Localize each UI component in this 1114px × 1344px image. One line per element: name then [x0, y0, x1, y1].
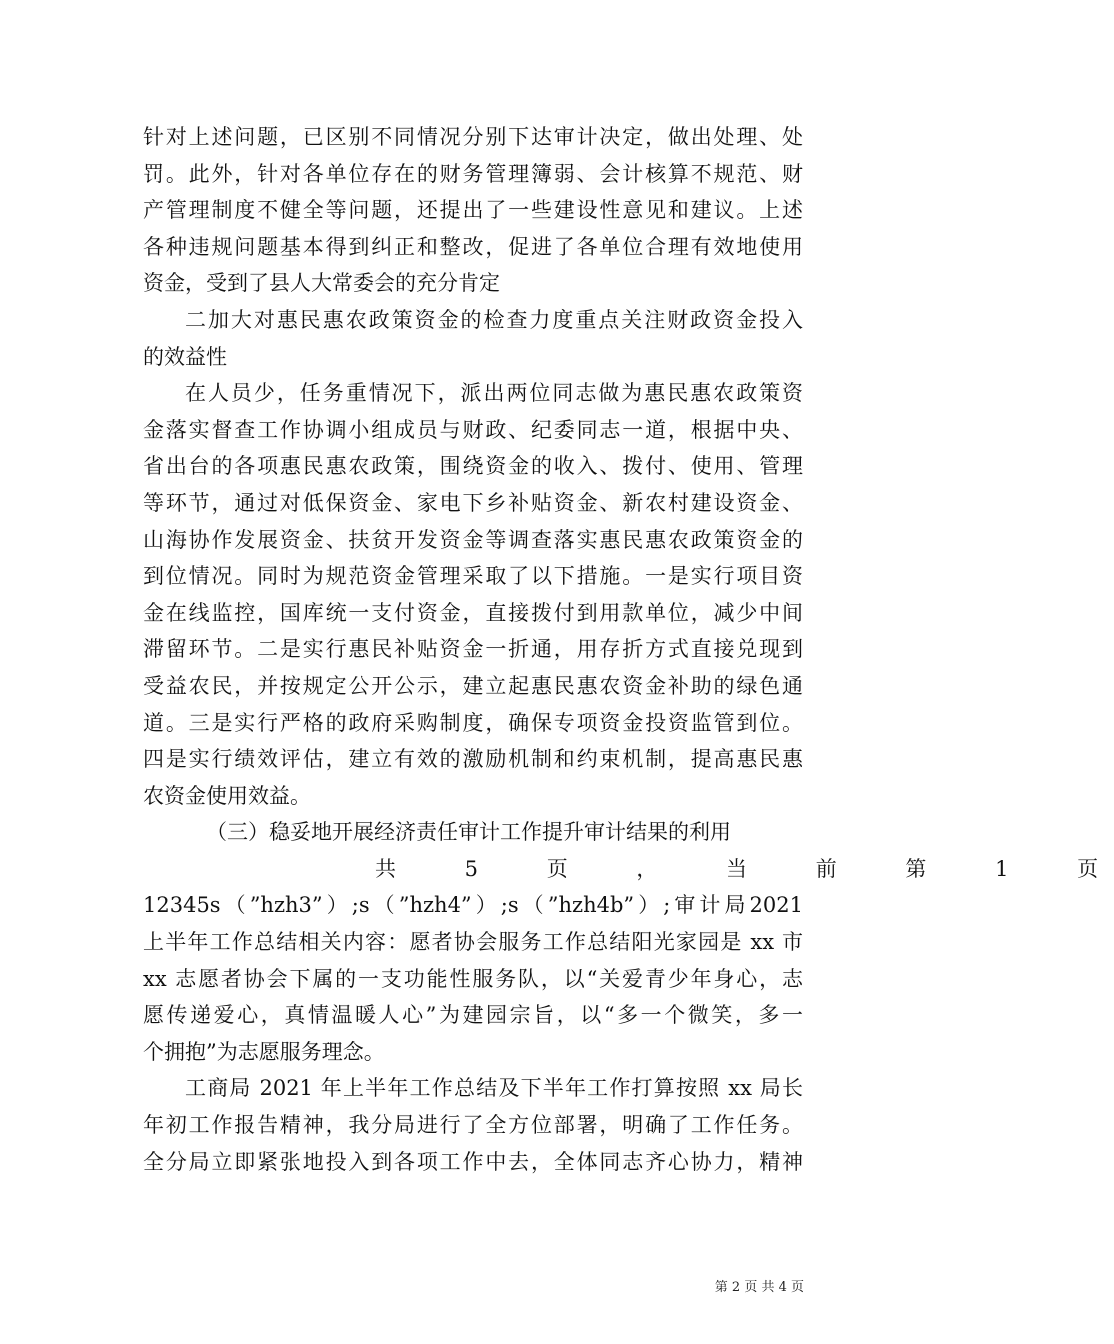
text-line: 金在线监控，国库统一支付资金，直接拨付到用款单位，减少中间: [143, 600, 803, 625]
text-line: 工商局 2021 年上半年工作总结及下半年工作打算按照 xx 局长: [185, 1076, 803, 1101]
text-line: 受益农民，并按规定公开公示，建立起惠民惠农资金补助的绿色通: [143, 673, 803, 698]
page-footer: 第 2 页 共 4 页: [714, 1280, 804, 1295]
text-line: 农资金使用效益。: [143, 783, 311, 808]
text-line: 到位情况。同时为规范资金管理采取了以下措施。一是实行项目资: [143, 564, 803, 589]
text-line: 上半年工作总结相关内容：愿者协会服务工作总结阳光家园是 xx 市: [143, 930, 803, 955]
text-line: 在人员少，任务重情况下，派出两位同志做为惠民惠农政策资: [185, 381, 803, 406]
text-line: 道。三是实行严格的政府采购制度，确保专项资金投资监管到位。: [143, 710, 803, 735]
text-line: 等环节，通过对低保资金、家电下乡补贴资金、新农村建设资金、: [143, 490, 803, 515]
text-line: 的效益性: [143, 344, 227, 369]
text-line: 产管理制度不健全等问题，还提出了一些建设性意见和建议。上述: [143, 198, 803, 223]
text-line: 资金，受到了县人大常委会的充分肯定: [143, 271, 500, 296]
page-count-line: 共 5 页 ， 当 前 第 1 页: [375, 856, 1114, 881]
text-line: 金落实督查工作协调小组成员与财政、纪委同志一道，根据中央、: [143, 417, 803, 442]
text-line: 年初工作报告精神，我分局进行了全方位部署，明确了工作任务。: [143, 1113, 803, 1138]
text-line: 个拥抱”为志愿服务理念。: [143, 1039, 385, 1064]
text-line: 滞留环节。二是实行惠民补贴资金一折通，用存折方式直接兑现到: [143, 637, 803, 662]
text-line: 二加大对惠民惠农政策资金的检查力度重点关注财政资金投入: [185, 307, 803, 332]
text-line: 全分局立即紧张地投入到各项工作中去，全体同志齐心协力，精神: [143, 1149, 803, 1174]
document-body: [143, 119, 1114, 1180]
text-line: xx 志愿者协会下属的一支功能性服务队，以“关爱青少年身心，志: [143, 966, 803, 991]
section-heading: （三）稳妥地开展经济责任审计工作提升审计结果的利用: [206, 820, 731, 845]
text-line: 各种违规问题基本得到纠正和整改，促进了各单位合理有效地使用: [143, 234, 803, 259]
text-line: 愿传递爱心，真情温暖人心”为建园宗旨，以“多一个微笑，多一: [143, 1003, 803, 1028]
text-line: 针对上述问题，已区别不同情况分别下达审计决定，做出处理、处: [143, 125, 803, 149]
text-line: 12345s（”hzh3”）;s（”hzh4”）;s（”hzh4b”）;审计局2021: [143, 893, 803, 918]
text-line: 省出台的各项惠民惠农政策，围绕资金的收入、拨付、使用、管理: [143, 454, 803, 479]
text-line: 四是实行绩效评估，建立有效的激励机制和约束机制，提高惠民惠: [143, 747, 803, 772]
text-line: 山海协作发展资金、扶贫开发资金等调查落实惠民惠农政策资金的: [143, 527, 803, 552]
text-line: 罚。此外，针对各单位存在的财务管理簿弱、会计核算不规范、财: [143, 161, 803, 186]
